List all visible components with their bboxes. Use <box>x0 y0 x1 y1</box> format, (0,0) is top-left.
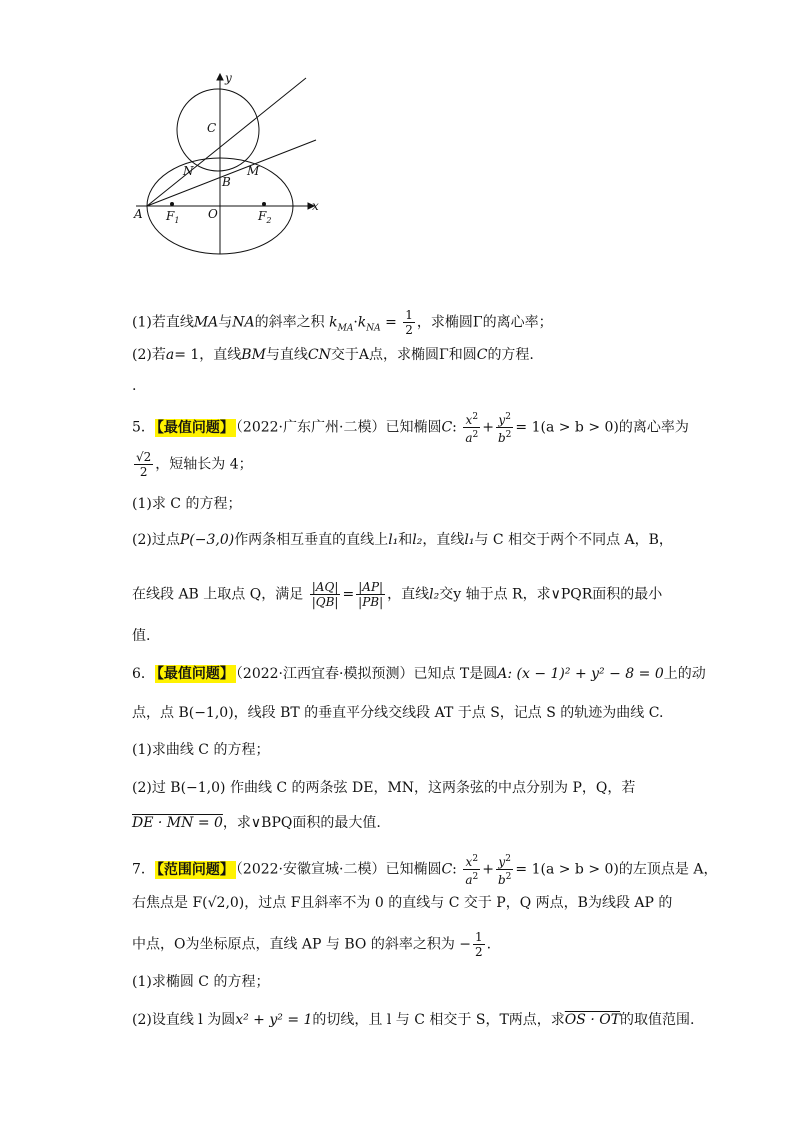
q6-tag: 【最值问题】 <box>156 666 234 682</box>
point-f2 <box>262 202 266 206</box>
q6-part2: (2)过 B(−1,0) 作曲线 C 的两条弦 DE，MN，这两条弦的中点分别为 P，Q，若 <box>132 780 636 796</box>
label-f1: $F_1$ <box>166 209 180 225</box>
label-y: y <box>225 71 232 85</box>
q7-part1: (1)求椭圆 C 的方程； <box>132 974 270 990</box>
circle-c <box>177 89 259 171</box>
q7-line2: 右焦点是 F(√2,0)，过点 F且斜率不为 0 的直线与 C 交于 P，Q 两点，B为线段 AP 的 <box>132 895 673 911</box>
label-x: x <box>312 199 319 213</box>
q6-part1: (1)求曲线 C 的方程； <box>132 742 270 758</box>
q7-part2: (2)设直线 l 为圆x² + y² = 1的切线，且 l 与 C 相交于 S，T两点，求OS · OT的取值范围. <box>132 1012 695 1028</box>
label-c: C <box>207 121 217 135</box>
geometry-figure <box>128 68 328 260</box>
q7-tag: 【范围问题】 <box>156 861 234 878</box>
stray-dot: . <box>132 378 137 394</box>
line-am <box>147 140 316 206</box>
point-f1 <box>170 202 174 206</box>
q5-part3: 在线段 AB 上取点 Q，满足 $\frac{|AQ|}{|QB|}$ = $\frac{|AP|}{|PB|}$ ，直线l₂交y 轴于点 R，求∨PQR面积的最小 <box>132 580 663 609</box>
q7-line3: 中点，O为坐标原点，直线 AP 与 BO 的斜率之积为 − $\frac{1}{2}$ . <box>132 930 492 959</box>
q5-part4: 值. <box>132 628 151 644</box>
q7-line1: 7． 【范围问题】 （2022·安徽宣城·二模）已知椭圆C: $\frac{x^2}{a^2}$ + $\frac{y^2}{b^2}$ = 1(a > b > 0)的左顶点是 A， <box>132 854 718 887</box>
q5-part1: (1)求 C 的方程； <box>132 496 242 512</box>
y-axis-arrow <box>217 74 223 80</box>
label-n: N <box>183 164 194 178</box>
label-b: B <box>222 175 231 189</box>
label-o: O <box>208 207 218 221</box>
q5-line1: 5． 【最值问题】 （2022·广东广州·二模）已知椭圆C: $\frac{x^2}{a^2}$ + $\frac{y^2}{b^2}$ = 1(a > b > 0)的离心率为 <box>132 412 689 445</box>
q6-line1: 6． 【最值问题】 （2022·江西宜春·模拟预测）已知点 T是圆A: (x − 1)² + y² − 8 = 0上的动 <box>132 666 706 682</box>
q5-line2: $\frac{√2}{2}$ ，短轴长为 4； <box>136 450 253 479</box>
q4-part1: (1)若直线MA与NA的斜率之积 $k_{MA}\cdot k_{NA}$ = $\frac{1}{2}$ ，求椭圆Γ的离心率； <box>132 308 553 337</box>
q4-part2: (2)若a= 1，直线BM与直线CN交于A点，求椭圆Γ和圆C的方程. <box>132 347 534 363</box>
label-a: A <box>134 207 143 221</box>
q5-part2: (2)过点P(−3,0)作两条相互垂直的直线上l₁和l₂，直线l₁与 C 相交于两个不同点 A，B， <box>132 532 673 548</box>
label-m: M <box>247 164 260 178</box>
label-f2: $F_2$ <box>258 209 272 225</box>
q5-tag: 【最值问题】 <box>156 419 234 436</box>
q6-line2: 点，点 B(−1,0)，线段 BT 的垂直平分线交线段 AT 于点 S，记点 S 的轨迹为曲线 C. <box>132 705 664 721</box>
q6-part3: DE · MN = 0，求∨BPQ面积的最大值. <box>132 815 381 831</box>
